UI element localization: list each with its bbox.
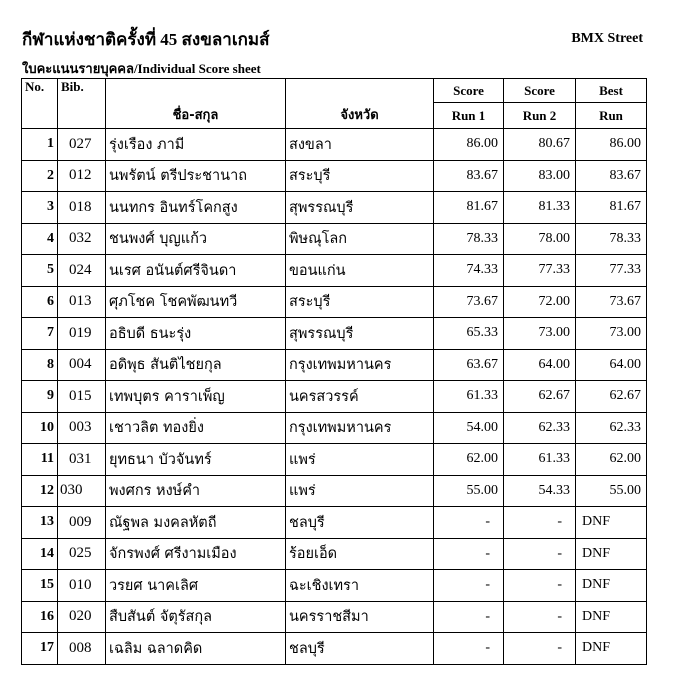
row-number: 12 (22, 475, 58, 507)
row-number: 8 (22, 349, 58, 381)
row-number: 17 (22, 633, 58, 665)
row-best: 62.67 (576, 381, 647, 413)
row-province: พิษณุโลก (286, 223, 434, 255)
row-province: ขอนแก่น (286, 255, 434, 287)
row-run2: 73.00 (504, 318, 576, 350)
row-name: วรยศ นาคเลิศ (106, 570, 286, 602)
row-best: DNF (576, 507, 647, 539)
table-row (22, 601, 647, 633)
row-run2: 80.67 (504, 129, 576, 161)
row-bib: 019 (58, 318, 106, 350)
row-name: นเรศ อนันต์ศรีจินดา (106, 255, 286, 287)
row-province: แพร่ (286, 475, 434, 507)
row-run2: 62.33 (504, 412, 576, 444)
row-province: สงขลา (286, 129, 434, 161)
event-name: BMX Street (571, 31, 643, 46)
header-bib: Bib. (58, 79, 106, 129)
row-bib: 024 (58, 255, 106, 287)
table-row (22, 286, 647, 318)
row-name: ศุภโชค โชคพัฒนทวี (106, 286, 286, 318)
row-province: ร้อยเอ็ด (286, 538, 434, 570)
row-run2: - (504, 538, 576, 570)
row-province: ฉะเชิงเทรา (286, 570, 434, 602)
row-run2: - (504, 570, 576, 602)
row-run1: 54.00 (434, 412, 504, 444)
row-bib: 020 (58, 601, 106, 633)
table-row (22, 223, 647, 255)
row-province: สุพรรณบุรี (286, 192, 434, 224)
table-row (22, 444, 647, 476)
row-number: 7 (22, 318, 58, 350)
header-no: No. (22, 79, 58, 129)
row-province: นครสวรรค์ (286, 381, 434, 413)
table-row (22, 129, 647, 161)
row-run1: 62.00 (434, 444, 504, 476)
row-bib: 031 (58, 444, 106, 476)
row-run1: - (434, 633, 504, 665)
table-row (22, 318, 647, 350)
sheet-subtitle: ใบคะแนนรายบุคคล/Individual Score sheet (22, 61, 261, 76)
row-run2: 62.67 (504, 381, 576, 413)
row-run1: 65.33 (434, 318, 504, 350)
row-run2: 81.33 (504, 192, 576, 224)
row-name: อธิบดี ธนะรุ่ง (106, 318, 286, 350)
row-name: อดิพุธ สันติไชยกุล (106, 349, 286, 381)
row-run2: 72.00 (504, 286, 576, 318)
table-row (22, 570, 647, 602)
row-province: สระบุรี (286, 286, 434, 318)
row-best: 81.67 (576, 192, 647, 224)
row-best: 73.67 (576, 286, 647, 318)
row-province: นครราชสีมา (286, 601, 434, 633)
row-bib: 013 (58, 286, 106, 318)
table-row (22, 412, 647, 444)
table-row (22, 507, 647, 539)
row-run2: - (504, 633, 576, 665)
row-bib: 009 (58, 507, 106, 539)
table-row (22, 633, 647, 665)
row-number: 10 (22, 412, 58, 444)
row-bib: 004 (58, 349, 106, 381)
row-number: 4 (22, 223, 58, 255)
row-best: DNF (576, 538, 647, 570)
row-run1: 86.00 (434, 129, 504, 161)
row-province: สุพรรณบุรี (286, 318, 434, 350)
row-name: พงศกร หงษ์คำ (106, 475, 286, 507)
score-table (21, 78, 647, 665)
header-score1-top: Score (434, 79, 504, 103)
row-run1: 73.67 (434, 286, 504, 318)
table-row (22, 192, 647, 224)
row-province: กรุงเทพมหานคร (286, 349, 434, 381)
row-bib: 015 (58, 381, 106, 413)
row-run2: - (504, 601, 576, 633)
row-number: 1 (22, 129, 58, 161)
row-run1: 74.33 (434, 255, 504, 287)
table-row (22, 160, 647, 192)
row-name: จักรพงศ์ ศรีงามเมือง (106, 538, 286, 570)
row-run2: - (504, 507, 576, 539)
row-best: 64.00 (576, 349, 647, 381)
row-bib: 018 (58, 192, 106, 224)
row-best: 77.33 (576, 255, 647, 287)
table-row (22, 255, 647, 287)
row-province: ชลบุรี (286, 507, 434, 539)
row-name: เทพบุตร คาราเพ็ญ (106, 381, 286, 413)
table-row (22, 349, 647, 381)
table-row (22, 538, 647, 570)
row-run1: 78.33 (434, 223, 504, 255)
row-name: เชาวลิต ทองยิ่ง (106, 412, 286, 444)
row-best: 62.33 (576, 412, 647, 444)
table-row (22, 381, 647, 413)
header-run1: Run 1 (434, 103, 504, 129)
row-bib: 008 (58, 633, 106, 665)
row-number: 2 (22, 160, 58, 192)
header-best-top: Best (576, 79, 647, 103)
row-number: 16 (22, 601, 58, 633)
row-best: DNF (576, 601, 647, 633)
row-name: สืบสันต์ จัตุรัสกุล (106, 601, 286, 633)
header-province: จังหวัด (286, 79, 434, 129)
row-run1: 55.00 (434, 475, 504, 507)
row-run2: 78.00 (504, 223, 576, 255)
header-name: ชื่อ-สกุล (106, 79, 286, 129)
document-title: กีฬาแห่งชาติครั้งที่ 45 สงขลาเกมส์ (22, 30, 270, 49)
row-bib: 012 (58, 160, 106, 192)
row-number: 3 (22, 192, 58, 224)
row-bib: 032 (58, 223, 106, 255)
row-run2: 61.33 (504, 444, 576, 476)
table-row (22, 475, 647, 507)
row-name: รุ่งเรือง ภามี (106, 129, 286, 161)
row-number: 15 (22, 570, 58, 602)
row-run2: 83.00 (504, 160, 576, 192)
row-run1: 83.67 (434, 160, 504, 192)
row-number: 9 (22, 381, 58, 413)
row-run1: - (434, 507, 504, 539)
row-run2: 54.33 (504, 475, 576, 507)
row-bib: 010 (58, 570, 106, 602)
row-run2: 64.00 (504, 349, 576, 381)
row-bib: 003 (58, 412, 106, 444)
row-best: 73.00 (576, 318, 647, 350)
row-best: 78.33 (576, 223, 647, 255)
row-best: DNF (576, 570, 647, 602)
row-province: กรุงเทพมหานคร (286, 412, 434, 444)
row-bib: 030 (58, 475, 106, 507)
row-name: ยุทธนา บัวจันทร์ (106, 444, 286, 476)
row-best: 86.00 (576, 129, 647, 161)
row-name: นนทกร อินทร์โคกสูง (106, 192, 286, 224)
row-run1: 63.67 (434, 349, 504, 381)
header-score2-top: Score (504, 79, 576, 103)
row-run1: 61.33 (434, 381, 504, 413)
row-run1: - (434, 538, 504, 570)
row-number: 13 (22, 507, 58, 539)
row-best: DNF (576, 633, 647, 665)
row-name: ณัฐพล มงคลหัตถี (106, 507, 286, 539)
row-province: สระบุรี (286, 160, 434, 192)
row-bib: 027 (58, 129, 106, 161)
row-bib: 025 (58, 538, 106, 570)
row-name: เฉลิม ฉลาดคิด (106, 633, 286, 665)
row-best: 62.00 (576, 444, 647, 476)
row-best: 83.67 (576, 160, 647, 192)
header-run2: Run 2 (504, 103, 576, 129)
row-run2: 77.33 (504, 255, 576, 287)
row-best: 55.00 (576, 475, 647, 507)
row-number: 14 (22, 538, 58, 570)
row-number: 11 (22, 444, 58, 476)
row-number: 5 (22, 255, 58, 287)
row-number: 6 (22, 286, 58, 318)
row-run1: - (434, 601, 504, 633)
header-best-run: Run (576, 103, 647, 129)
row-province: แพร่ (286, 444, 434, 476)
row-name: นพรัตน์ ตรีประชานาถ (106, 160, 286, 192)
row-run1: - (434, 570, 504, 602)
row-province: ชลบุรี (286, 633, 434, 665)
row-name: ชนพงศ์ บุญแก้ว (106, 223, 286, 255)
row-run1: 81.67 (434, 192, 504, 224)
